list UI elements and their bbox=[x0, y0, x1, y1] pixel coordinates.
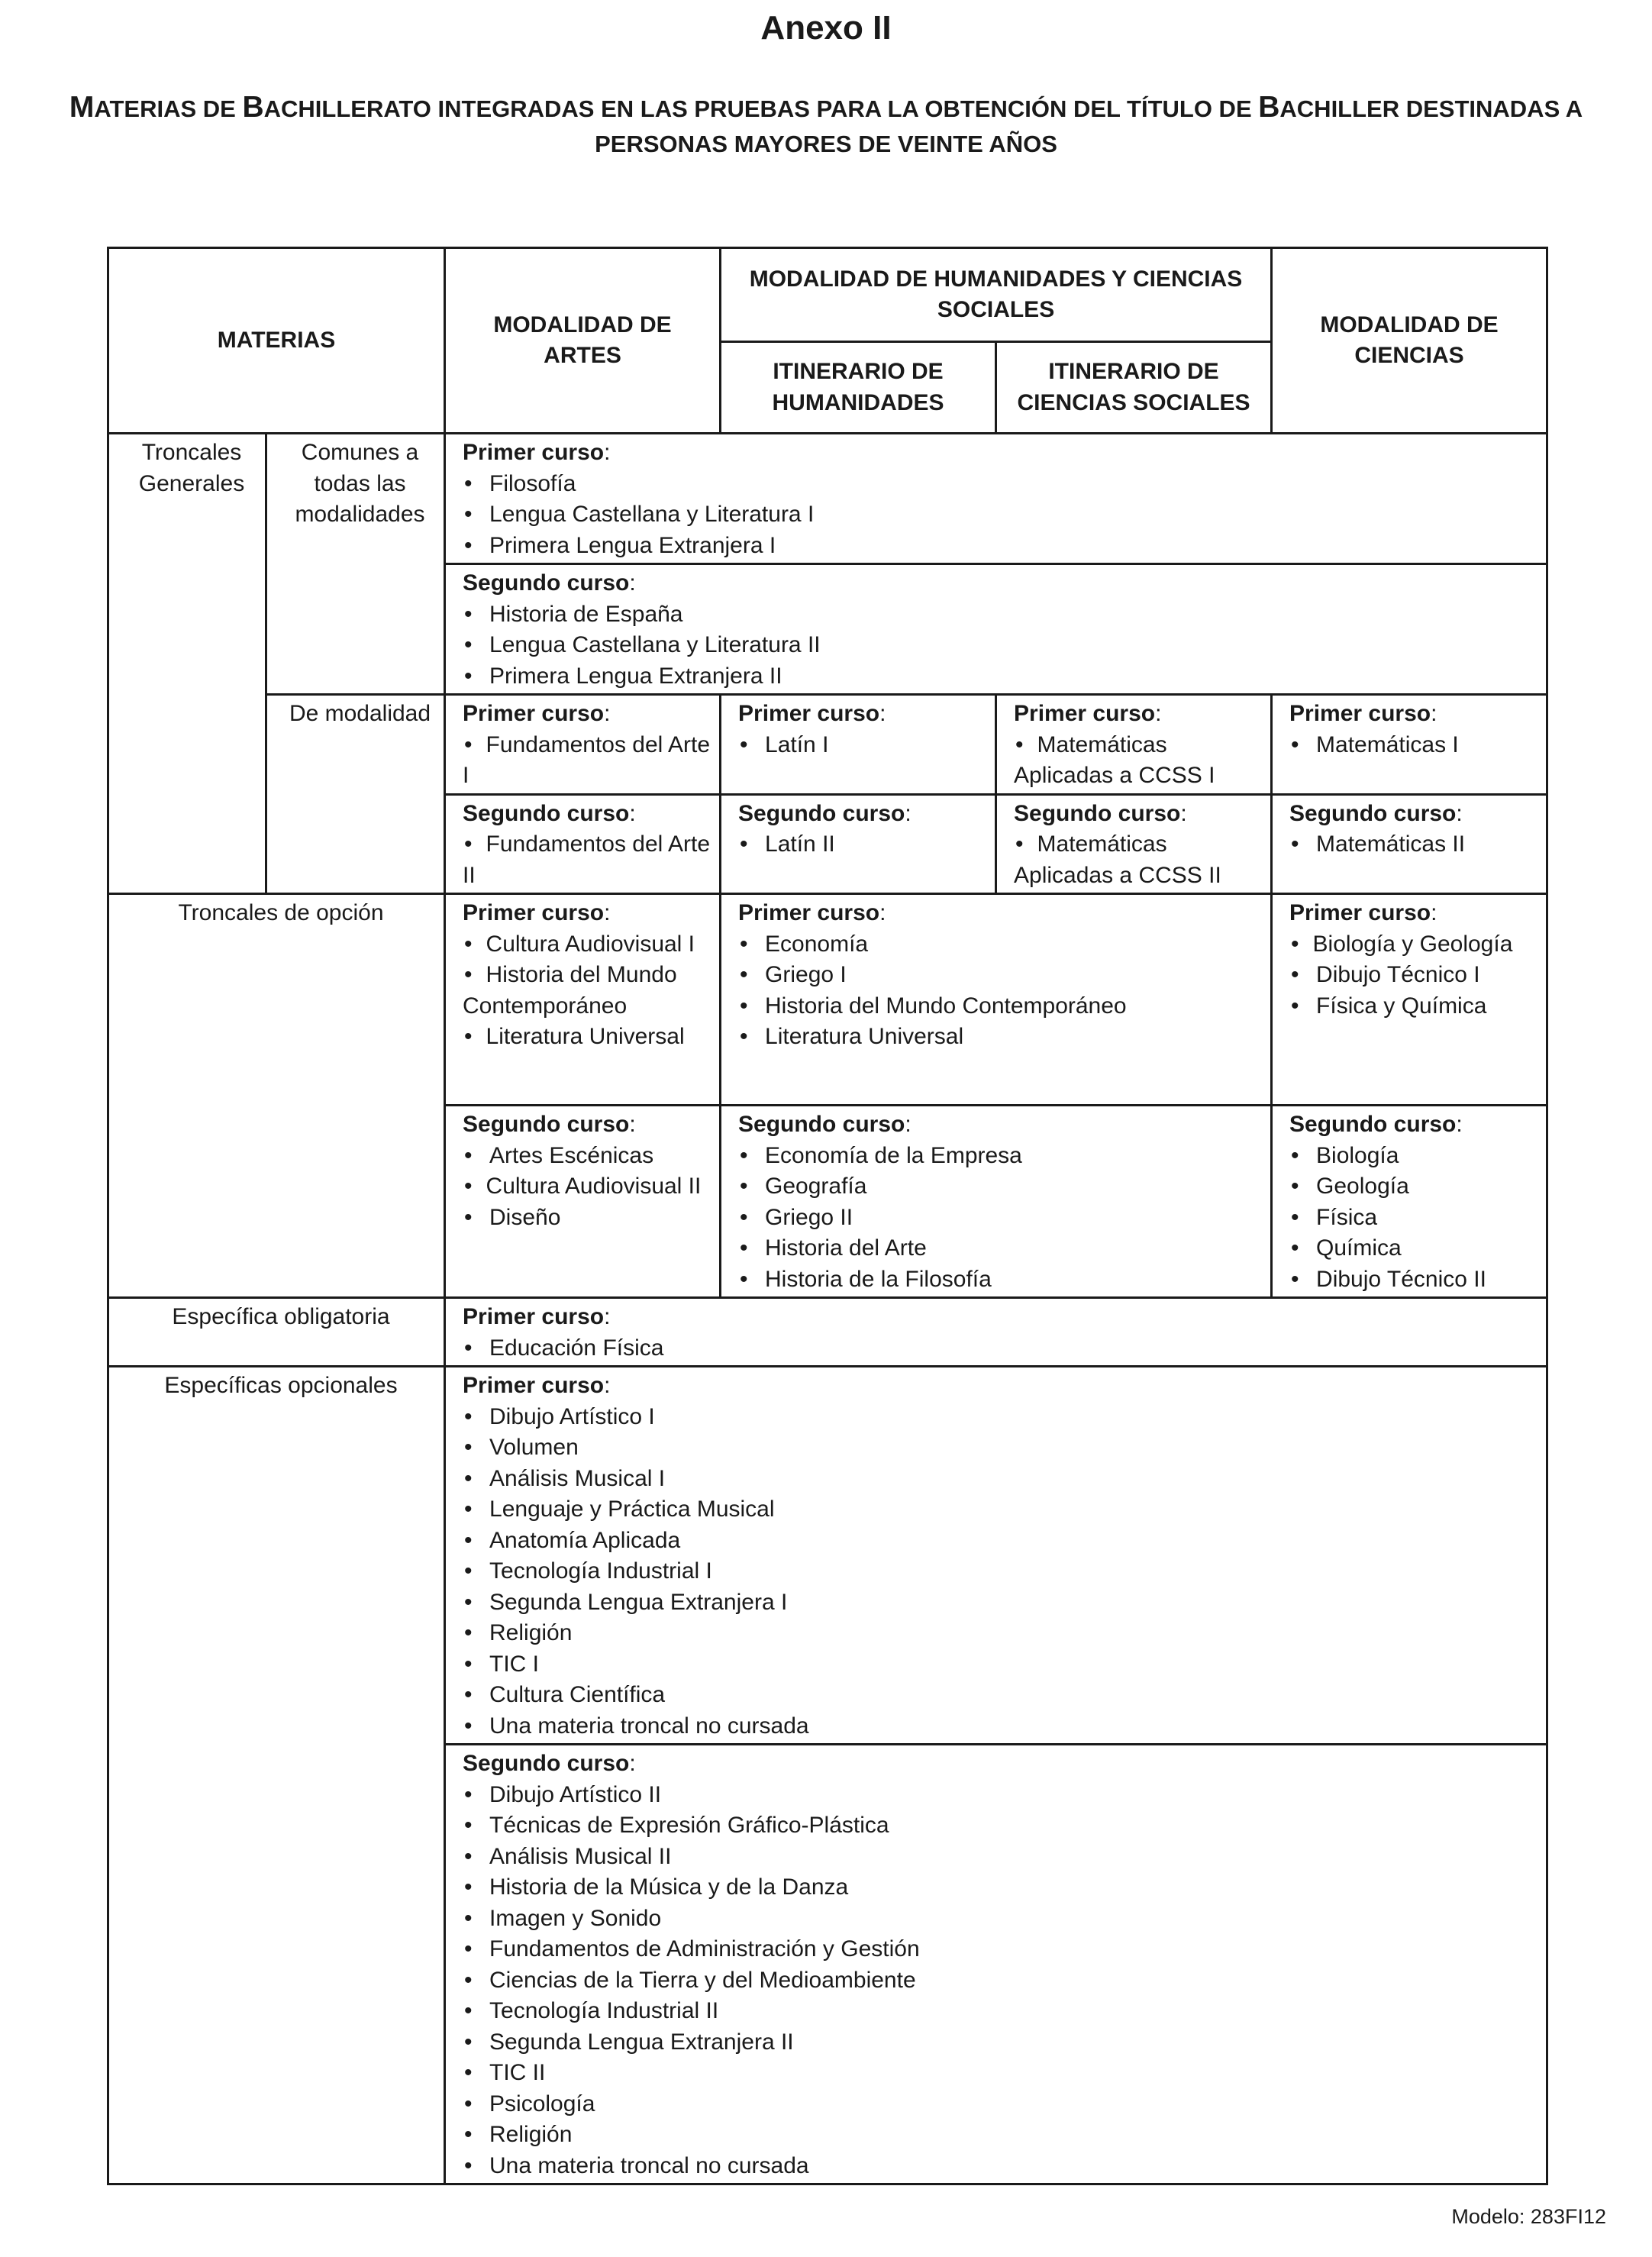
list-item: • Latín II bbox=[738, 829, 987, 861]
course-heading: Primer curso: bbox=[1289, 900, 1437, 925]
subtitle-line-2: PERSONAS MAYORES DE VEINTE AÑOS bbox=[595, 131, 1057, 157]
label-comunes: Comunes a todas las modalidades bbox=[266, 434, 445, 695]
list-item: • Química bbox=[1289, 1233, 1538, 1264]
course-heading: Segundo curso: bbox=[738, 800, 912, 826]
list-item: • Geografía bbox=[738, 1171, 1263, 1203]
course-heading: Primer curso: bbox=[738, 701, 886, 726]
list-item: • Física bbox=[1289, 1203, 1538, 1234]
list-item: • Griego II bbox=[738, 1203, 1263, 1234]
header-itinerario-ccss: ITINERARIO DE CIENCIAS SOCIALES bbox=[996, 342, 1272, 434]
list-item: • Religión bbox=[463, 1618, 1538, 1649]
opcion-artes-segundo bbox=[445, 1106, 721, 1298]
label-especifica-obligatoria: Específica obligatoria bbox=[108, 1298, 445, 1367]
list-item: • Primera Lengua Extranjera I bbox=[463, 531, 1538, 562]
list-item: • Fundamentos del Arte II bbox=[463, 829, 711, 891]
list-item: • Tecnología Industrial I bbox=[463, 1556, 1538, 1587]
list-item: • Geología bbox=[1289, 1171, 1538, 1203]
opcion-ciencias-primer bbox=[1272, 894, 1547, 1106]
comunes-segundo-cell bbox=[445, 564, 1547, 695]
list-item: • Historia de España bbox=[463, 599, 1538, 631]
list-item: • Biología y Geología bbox=[1289, 929, 1538, 961]
course-heading: Primer curso: bbox=[738, 900, 886, 925]
course-heading: Primer curso: bbox=[463, 900, 611, 925]
list-item: • TIC II bbox=[463, 2058, 1538, 2089]
list-item: • Volumen bbox=[463, 1432, 1538, 1464]
list-item: • Diseño bbox=[463, 1203, 711, 1234]
list-item: • Historia del Arte bbox=[738, 1233, 1263, 1264]
header-modalidad-hcs: MODALIDAD DE HUMANIDADES Y CIENCIAS SOCIALES bbox=[721, 248, 1272, 342]
course-heading: Segundo curso: bbox=[1014, 800, 1187, 826]
list-item: • Economía bbox=[738, 929, 1263, 961]
list-item: • Literatura Universal bbox=[463, 1022, 711, 1053]
opcion-hcs-primer bbox=[721, 894, 1272, 1106]
list-item: • Religión bbox=[463, 2120, 1538, 2151]
label-especificas-opcionales: Específicas opcionales bbox=[108, 1367, 445, 2184]
document-title: Anexo II bbox=[760, 9, 892, 47]
list-item: • Anatomía Aplicada bbox=[463, 1526, 1538, 1557]
list-item: • TIC I bbox=[463, 1649, 1538, 1681]
list-item: • Latín I bbox=[738, 730, 987, 761]
list-item: • Dibujo Artístico I bbox=[463, 1402, 1538, 1433]
list-item: • Cultura Científica bbox=[463, 1680, 1538, 1711]
model-code: Modelo: 283FI12 bbox=[1451, 2205, 1606, 2228]
list-item: • Dibujo Artístico II bbox=[463, 1780, 1538, 1811]
list-item: • Educación Física bbox=[463, 1333, 1538, 1364]
modalidad-ccss-primer bbox=[996, 695, 1272, 795]
label-troncales-generales: Troncales Generales bbox=[108, 434, 266, 894]
list-item: • Griego I bbox=[738, 960, 1263, 991]
obligatoria-cell bbox=[445, 1298, 1547, 1367]
opcion-hcs-segundo bbox=[721, 1106, 1272, 1298]
list-item: • Fundamentos de Administración y Gestión bbox=[463, 1934, 1538, 1965]
list-item: • Una materia troncal no cursada bbox=[463, 1711, 1538, 1742]
course-heading: Segundo curso: bbox=[463, 1112, 636, 1137]
list-item: • Artes Escénicas bbox=[463, 1141, 711, 1172]
comunes-primer-cell bbox=[445, 434, 1547, 564]
course-heading: Primer curso: bbox=[463, 701, 611, 726]
list-item: • Tecnología Industrial II bbox=[463, 1996, 1538, 2027]
list-item: • Matemáticas Aplicadas a CCSS II bbox=[1014, 829, 1263, 891]
opcion-artes-primer bbox=[445, 894, 721, 1106]
list-item: • Literatura Universal bbox=[738, 1022, 1263, 1053]
list-item: • Economía de la Empresa bbox=[738, 1141, 1263, 1172]
opcion-ciencias-segundo bbox=[1272, 1106, 1547, 1298]
list-item: • Análisis Musical II bbox=[463, 1842, 1538, 1873]
header-itinerario-humanidades: ITINERARIO DE HUMANIDADES bbox=[721, 342, 996, 434]
list-item: • Historia de la Música y de la Danza bbox=[463, 1872, 1538, 1903]
list-item: • Imagen y Sonido bbox=[463, 1903, 1538, 1935]
list-item: • Historia del Mundo Contemporáneo bbox=[463, 960, 711, 1022]
document-subtitle bbox=[5, 90, 1647, 162]
list-item: • Matemáticas Aplicadas a CCSS I bbox=[1014, 730, 1263, 792]
list-item: • Técnicas de Expresión Gráfico-Plástica bbox=[463, 1810, 1538, 1842]
modalidad-ciencias-primer bbox=[1272, 695, 1547, 795]
course-heading: Segundo curso: bbox=[1289, 1112, 1463, 1137]
header-materias: MATERIAS bbox=[108, 248, 445, 434]
modalidad-artes-primer bbox=[445, 695, 721, 795]
list-item: • Segunda Lengua Extranjera I bbox=[463, 1587, 1538, 1619]
course-heading: Segundo curso: bbox=[1289, 800, 1463, 826]
course-heading: Primer curso: bbox=[463, 440, 611, 465]
modalidad-artes-segundo bbox=[445, 794, 721, 894]
list-item: • Física y Química bbox=[1289, 991, 1538, 1022]
list-item: • Psicología bbox=[463, 2089, 1538, 2120]
list-item: • Matemáticas II bbox=[1289, 829, 1538, 861]
modalidad-hum-segundo bbox=[721, 794, 996, 894]
course-heading: Primer curso: bbox=[1014, 701, 1162, 726]
course-heading: Primer curso: bbox=[463, 1373, 611, 1398]
list-item: • Análisis Musical I bbox=[463, 1464, 1538, 1495]
modalidad-ciencias-segundo bbox=[1272, 794, 1547, 894]
header-modalidad-artes: MODALIDAD DE ARTES bbox=[445, 248, 721, 434]
list-item: • Lenguaje y Práctica Musical bbox=[463, 1494, 1538, 1526]
header-modalidad-ciencias: MODALIDAD DE CIENCIAS bbox=[1272, 248, 1547, 434]
list-item: • Cultura Audiovisual II bbox=[463, 1171, 711, 1203]
course-heading: Segundo curso: bbox=[463, 1751, 636, 1776]
list-item: • Primera Lengua Extranjera II bbox=[463, 661, 1538, 693]
course-heading: Segundo curso: bbox=[738, 1112, 912, 1137]
course-heading: Segundo curso: bbox=[463, 800, 636, 826]
list-item: • Historia de la Filosofía bbox=[738, 1264, 1263, 1296]
list-item: • Matemáticas I bbox=[1289, 730, 1538, 761]
modalidad-ccss-segundo bbox=[996, 794, 1272, 894]
list-item: • Historia del Mundo Contemporáneo bbox=[738, 991, 1263, 1022]
list-item: • Lengua Castellana y Literatura I bbox=[463, 499, 1538, 531]
subjects-table bbox=[107, 247, 1548, 2185]
list-item: • Biología bbox=[1289, 1141, 1538, 1172]
label-de-modalidad: De modalidad bbox=[266, 695, 445, 894]
list-item: • Fundamentos del Arte I bbox=[463, 730, 711, 792]
label-troncales-opcion: Troncales de opción bbox=[108, 894, 445, 1298]
opcionales-primer-cell bbox=[445, 1367, 1547, 1745]
course-heading: Segundo curso: bbox=[463, 570, 636, 596]
opcionales-segundo-cell bbox=[445, 1745, 1547, 2184]
list-item: • Ciencias de la Tierra y del Medioambiente bbox=[463, 1965, 1538, 1997]
modalidad-hum-primer bbox=[721, 695, 996, 795]
list-item: • Dibujo Técnico I bbox=[1289, 960, 1538, 991]
list-item: • Cultura Audiovisual I bbox=[463, 929, 711, 961]
list-item: • Segunda Lengua Extranjera II bbox=[463, 2027, 1538, 2058]
list-item: • Filosofía bbox=[463, 469, 1538, 500]
course-heading: Primer curso: bbox=[1289, 701, 1437, 726]
subtitle-line-1: MATERIAS DE BACHILLERATO INTEGRADAS EN LAS PRUEBAS PARA LA OBTENCIÓN DEL TÍTULO DE BACHILLER DESTINADAS A bbox=[69, 91, 1583, 124]
list-item: • Dibujo Técnico II bbox=[1289, 1264, 1538, 1296]
list-item: • Una materia troncal no cursada bbox=[463, 2151, 1538, 2182]
course-heading: Primer curso: bbox=[463, 1304, 611, 1329]
list-item: • Lengua Castellana y Literatura II bbox=[463, 630, 1538, 661]
